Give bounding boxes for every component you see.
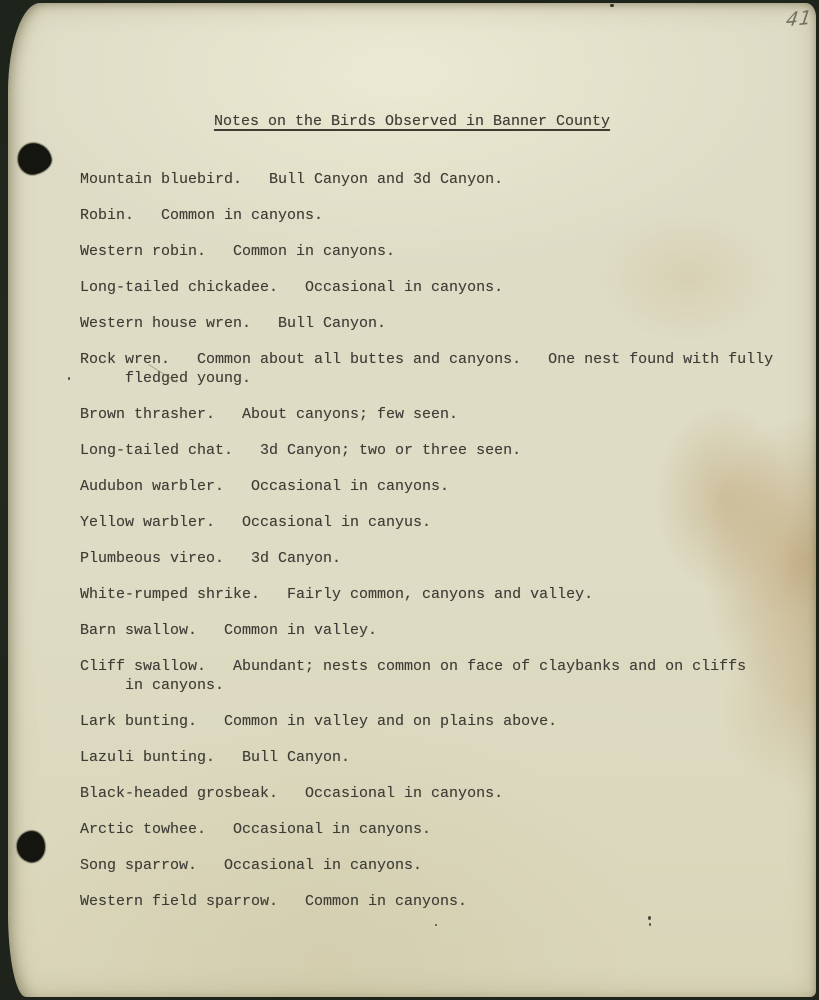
bird-entry: [80, 170, 788, 189]
paper-speck: [68, 377, 70, 380]
bird-entry: [80, 856, 788, 875]
bird-entry: [80, 748, 788, 767]
bird-entry: [80, 820, 788, 839]
entry-line: Arctic towhee. Occasional in canyons.: [80, 821, 432, 838]
paper-speck: [610, 4, 614, 7]
bird-entry: [80, 278, 788, 297]
entry-line: Lazuli bunting. Bull Canyon.: [80, 749, 351, 766]
entry-line: White-rumped shrike. Fairly common, canyons and valley.: [80, 586, 594, 603]
entry-line: Robin. Common in canyons.: [80, 207, 324, 224]
handwritten-page-number: 41: [784, 6, 814, 32]
bird-entry: [80, 477, 788, 496]
paper-speck: [435, 924, 437, 926]
entry-line: Song sparrow. Occasional in canyons.: [80, 857, 423, 874]
entry-line: Mountain bluebird. Bull Canyon and 3d Canyon.: [80, 171, 504, 188]
entry-line: Western field sparrow. Common in canyons.: [80, 893, 468, 910]
bird-entry: [80, 712, 788, 731]
bird-entry: [80, 242, 788, 261]
entry-line: Western house wren. Bull Canyon.: [80, 315, 387, 332]
document-page: [8, 3, 816, 997]
entry-line: Black-headed grosbeak. Occasional in canyons.: [80, 785, 504, 802]
entry-line: Lark bunting. Common in valley and on plains above.: [80, 713, 558, 730]
entry-continuation-line: in canyons.: [125, 677, 225, 694]
page-title: Notes on the Birds Observed in Banner County: [213, 113, 611, 130]
entry-continuation-line: fledged young.: [125, 370, 252, 387]
entry-line: Barn swallow. Common in valley.: [80, 622, 378, 639]
bird-entries-list: [8, 170, 816, 911]
entry-line: Cliff swallow. Abundant; nests common on face of claybanks and on cliffs: [80, 658, 747, 675]
bird-entry: [80, 657, 788, 695]
bird-entry: [80, 206, 788, 225]
bird-entry: [80, 549, 788, 568]
entry-line: Plumbeous vireo. 3d Canyon.: [80, 550, 342, 567]
bird-entry: [80, 892, 788, 911]
entry-line: Long-tailed chat. 3d Canyon; two or three seen.: [80, 442, 522, 459]
bird-entry: [80, 441, 788, 460]
entry-line: Western robin. Common in canyons.: [80, 243, 396, 260]
entry-line: Yellow warbler. Occasional in canyus.: [80, 514, 432, 531]
entry-line: Audubon warbler. Occasional in canyons.: [80, 478, 450, 495]
bird-entry: [80, 621, 788, 640]
bird-entry: [80, 405, 788, 424]
bird-entry: [80, 350, 788, 388]
entry-line: Long-tailed chickadee. Occasional in canyons.: [80, 279, 504, 296]
paper-speck: [648, 916, 651, 920]
bird-entry: [80, 513, 788, 532]
entry-line: Brown thrasher. About canyons; few seen.: [80, 406, 459, 423]
bird-entry: [80, 784, 788, 803]
bird-entry: [80, 314, 788, 333]
paper-speck: [649, 923, 651, 926]
bird-entry: [80, 585, 788, 604]
entry-line: Rock wren. Common about all buttes and canyons. One nest found with fully: [80, 351, 774, 368]
